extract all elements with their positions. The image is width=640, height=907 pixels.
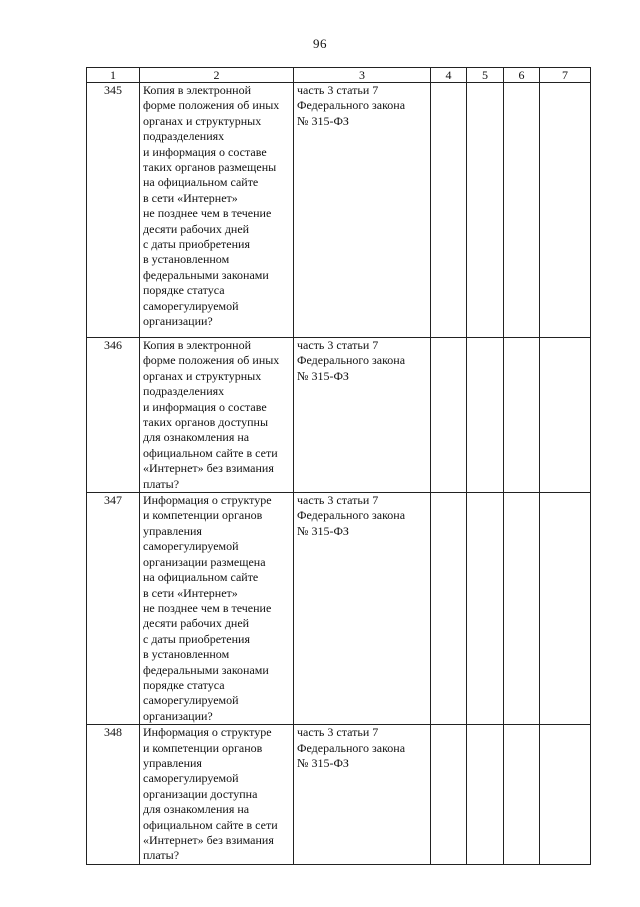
- cell-col-4: [431, 338, 467, 493]
- row-number: 345: [87, 83, 140, 338]
- cell-col-5: [467, 83, 504, 338]
- page-number: 96: [313, 36, 327, 51]
- cell-col-4: [431, 493, 467, 725]
- cell-col-4: [431, 725, 467, 865]
- cell-col-6: [504, 83, 540, 338]
- legal-reference: часть 3 статьи 7 Федерального закона № 315-ФЗ: [294, 83, 431, 338]
- table-row: [87, 493, 591, 725]
- legal-reference: часть 3 статьи 7 Федерального закона № 315-ФЗ: [294, 493, 431, 725]
- legal-reference: часть 3 статьи 7 Федерального закона № 315-ФЗ: [294, 338, 431, 493]
- legal-reference: часть 3 статьи 7 Федерального закона № 315-ФЗ: [294, 725, 431, 865]
- requirement-text: Копия в электронной форме положения об иных органах и структурных подразделениях и информация о составе таких органов размещены на официальном сайте в сети «Интернет» не позднее чем в течение десяти рабочих дней с даты приобретения в установленном федеральными законами порядке статуса саморегулируемой организации?: [140, 83, 294, 338]
- cell-col-6: [504, 338, 540, 493]
- column-header-4: 4: [431, 68, 467, 83]
- table-row: [87, 338, 591, 493]
- column-header-1: 1: [87, 68, 140, 83]
- requirement-text: Информация о структуре и компетенции органов управления саморегулируемой организации доступна для ознакомления на официальном сайте в сети «Интернет» без взимания платы?: [140, 725, 294, 865]
- cell-col-7: [540, 725, 591, 865]
- cell-col-6: [504, 493, 540, 725]
- requirement-text: Копия в электронной форме положения об иных органах и структурных подразделениях и информация о составе таких органов доступны для ознакомления на официальном сайте в сети «Интернет» без взимания платы?: [140, 338, 294, 493]
- table-row: [87, 83, 591, 338]
- row-number: 346: [87, 338, 140, 493]
- table-row: [87, 725, 591, 865]
- column-header-6: 6: [504, 68, 540, 83]
- cell-col-7: [540, 338, 591, 493]
- cell-col-4: [431, 83, 467, 338]
- column-header-5: 5: [467, 68, 504, 83]
- cell-col-5: [467, 493, 504, 725]
- column-header-3: 3: [294, 68, 431, 83]
- requirement-text: Информация о структуре и компетенции органов управления саморегулируемой организации размещена на официальном сайте в сети «Интернет» не позднее чем в течение десяти рабочих дней с даты приобретения в установленном федеральными законами порядке статуса саморегулируемой организации?: [140, 493, 294, 725]
- cell-col-5: [467, 338, 504, 493]
- row-number: 348: [87, 725, 140, 865]
- header-row: [87, 68, 591, 83]
- cell-col-7: [540, 493, 591, 725]
- column-header-7: 7: [540, 68, 591, 83]
- cell-col-7: [540, 83, 591, 338]
- cell-col-6: [504, 725, 540, 865]
- cell-col-5: [467, 725, 504, 865]
- checklist-table: [86, 67, 591, 865]
- row-number: 347: [87, 493, 140, 725]
- column-header-2: 2: [140, 68, 294, 83]
